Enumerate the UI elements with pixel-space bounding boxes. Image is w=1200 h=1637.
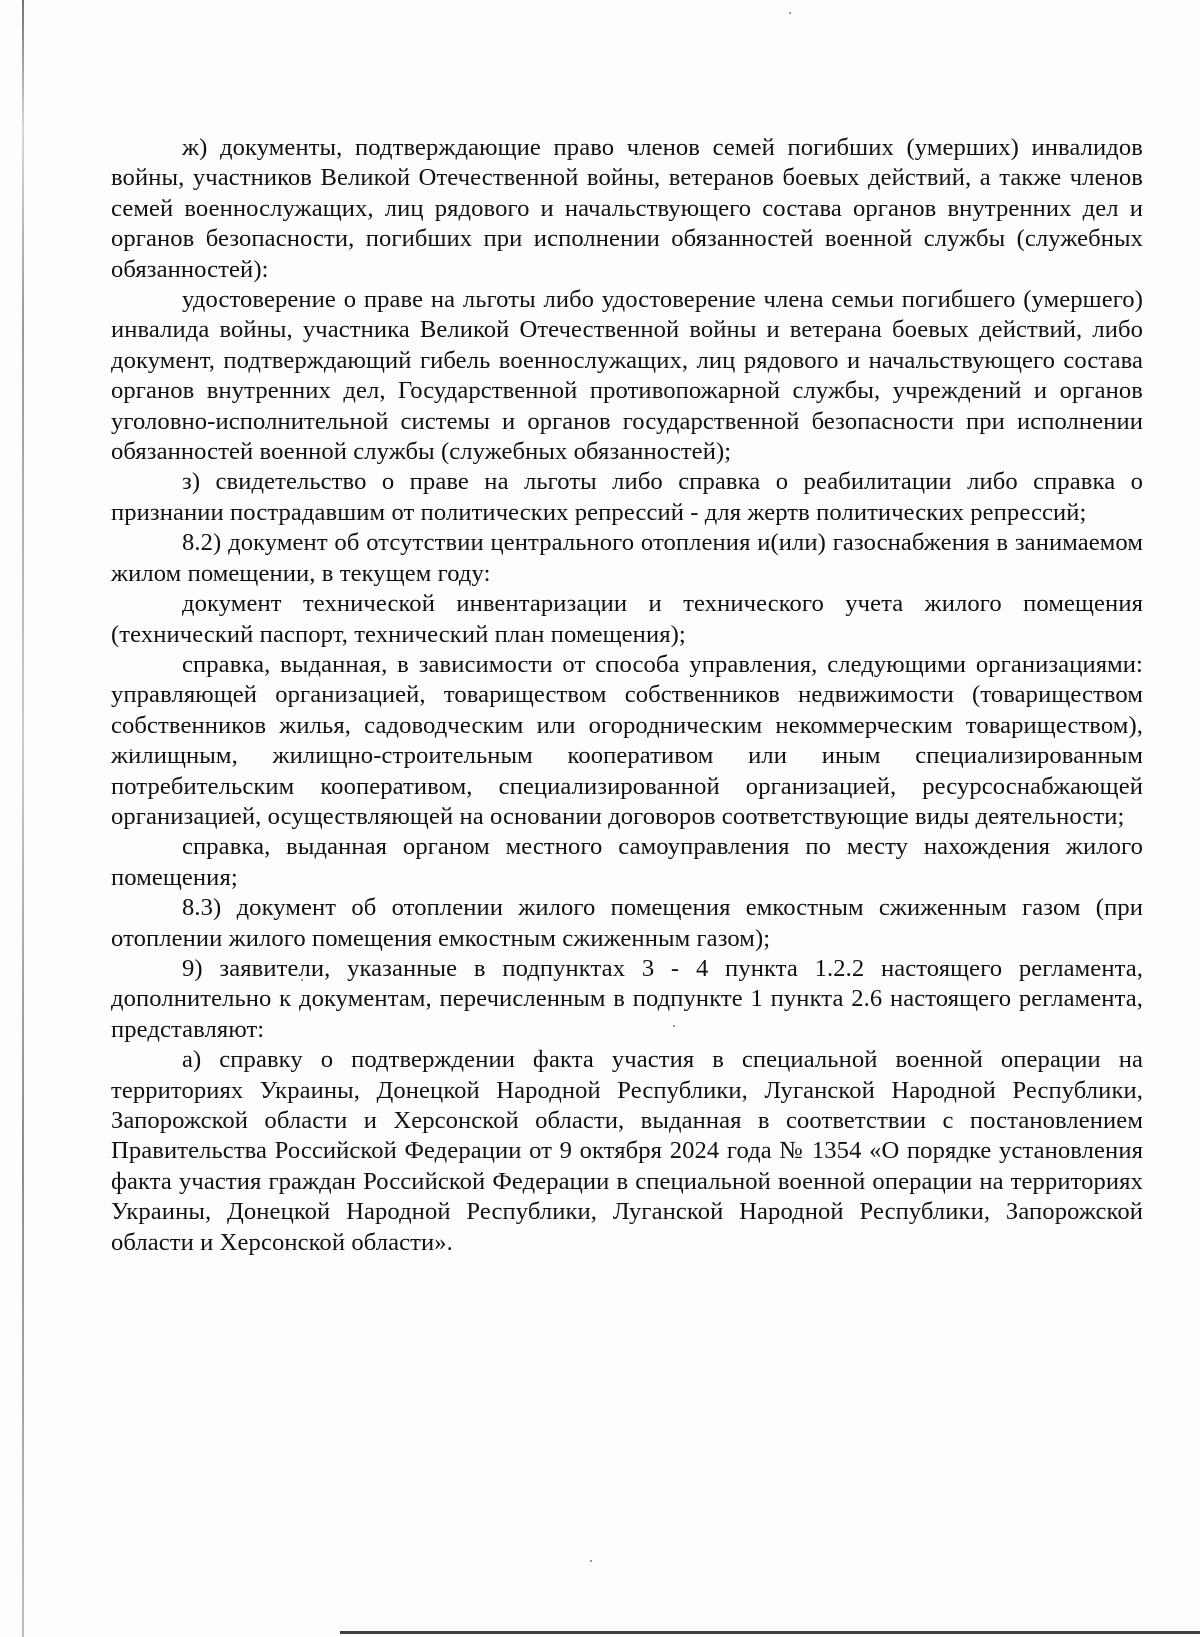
paragraph-benefit-certificate: удостоверение о праве на льготы либо удостоверение члена семьи погибшего (умершего) инвалида войны, участника Великой Отечественной войны и ветерана боевых действий, либо документ, подтверждающий гибель военнослужащих, лиц рядового и начальствующего состава органов внутренних дел, Государственной противопожарной службы, учреждений и органов уголовно-исполнительной системы и органов государственной безопасности при исполнении обязанностей военной службы (служебных обязанностей); <box>111 286 1143 466</box>
paragraph-organization-reference: справка, выданная, в зависимости от способа управления, следующими организациями: управляющей организацией, товариществом собственников недвижимости (товариществом собственников жилья, садоводческим или огородническим некоммерческим товариществом), жилищным, жилищно-строительным кооперативом или иным специализированным потребительским кооперативом, специализированной организацией, ресурсоснабжающей организацией, осуществляющей на основании договоров соответствующие виды деятельности; <box>111 650 1143 830</box>
paragraph-local-government-reference: справка, выданная органом местного самоуправления по месту нахождения жилого помещения; <box>111 833 1143 891</box>
document-body <box>111 133 1143 1258</box>
paragraph-technical-inventory: документ технической инвентаризации и технического учета жилого помещения (технический паспорт, технический план помещения); <box>111 590 1143 648</box>
paragraph-a-svo-certificate: а) справку о подтверждении факта участия в специальной военной операции на территориях Украины, Донецкой Народной Республики, Луганской Народной Республики, Запорожской области и Херсонской области, выданная в соответствии с постановлением Правительства Российской Федерации от 9 октября 2024 года № 1354 «О порядке установления факта участия граждан Российской Федерации в специальной военной операции на территориях Украины, Донецкой Народной Республики, Луганской Народной Республики, Запорожской области и Херсонской области». <box>111 1046 1143 1256</box>
paragraph-8-2-no-heating: 8.2) документ об отсутствии центрального отопления и(или) газоснабжения в занимаемом жилом помещении, в текущем году: <box>111 529 1143 587</box>
paragraph-8-3-lpg-heating: 8.3) документ об отоплении жилого помещения емкостным сжиженным газом (при отоплении жилого помещения емкостным сжиженным газом); <box>111 894 1143 952</box>
scan-left-edge-shadow <box>22 0 24 1637</box>
paragraph-zh-documents: ж) документы, подтверждающие право членов семей погибших (умерших) инвалидов войны, участников Великой Отечественной войны, ветеранов боевых действий, а также членов семей военнослужащих, лиц рядового и начальствующего состава органов внутренних дел и органов безопасности, погибших при исполнении обязанностей военной службы (служебных обязанностей): <box>111 134 1143 283</box>
paragraph-9-applicants: 9) заявители, указанные в подпунктах 3 - 4 пункта 1.2.2 настоящего регламента, дополнительно к документам, перечисленным в подпункте 1 пункта 2.6 настоящего регламента, представляют: <box>111 954 1143 1043</box>
paragraph-z-repression-victims: з) свидетельство о праве на льготы либо справка о реабилитации либо справка о признании пострадавшим от политических репрессий - для жертв политических репрессий; <box>111 468 1143 526</box>
scan-speck <box>789 12 791 14</box>
scan-bottom-edge-shadow <box>340 1631 1200 1634</box>
scan-speck <box>590 1560 592 1562</box>
